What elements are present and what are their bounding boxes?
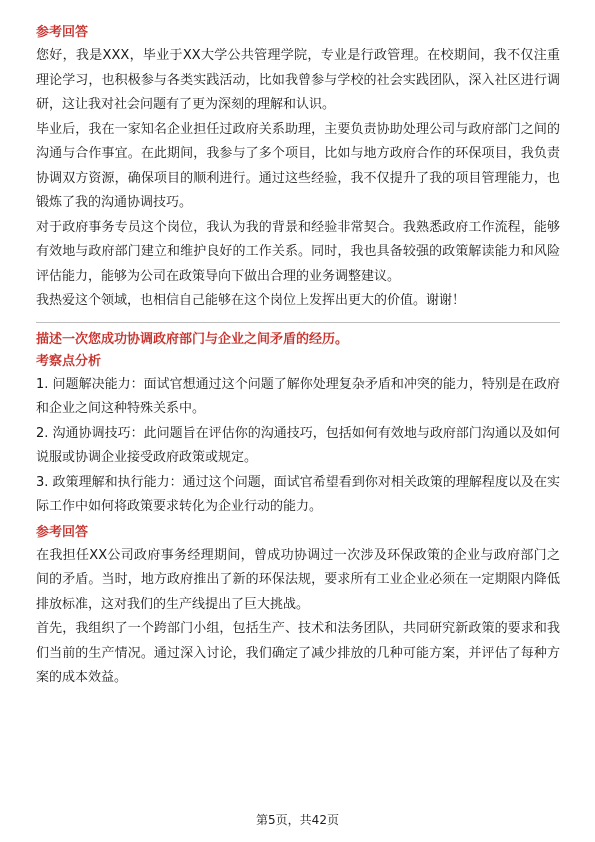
answer-paragraph: 我热爱这个领域，也相信自己能够在这个岗位上发挥出更大的价值。谢谢！ [36, 293, 466, 308]
answer-paragraph: 毕业后，我在一家知名企业担任过政府关系助理，主要负责协助处理公司与政府部门之间的沟通与合作事宜。在此期间，我参与了多个项目，比如与地方政府合作的环保项目，我负责协调双方资源，确保项目的顺利进行。通过这些经验，我不仅提升了我的项目管理能力，也锻炼了我的沟通协调技巧。 [36, 121, 560, 210]
document-page [36, 22, 560, 691]
analysis-item: 2. 沟通协调技巧：此问题旨在评估你的沟通技巧，包括如何有效地与政府部门沟通以及如何说服或协调企业接受政府政策或规定。 [36, 425, 560, 465]
page-number: 第5页，共42页 [256, 813, 339, 827]
answer-paragraph: 在我担任XX公司政府事务经理期间，曾成功协调过一次涉及环保政策的企业与政府部门之间的矛盾。当时，地方政府推出了新的环保法规，要求所有工业企业必须在一定期限内降低排放标准，这对我们的生产线提出了巨大挑战。 [36, 547, 560, 612]
analysis-heading: 考察点分析 [36, 353, 102, 369]
analysis-item: 1. 问题解决能力：面试官想通过这个问题了解你处理复杂矛盾和冲突的能力，特别是在政府和企业之间这种特殊关系中。 [36, 376, 560, 416]
answer-paragraph: 您好，我是XXX，毕业于XX大学公共管理学院，专业是行政管理。在校期间，我不仅注重理论学习，也积极参与各类实践活动，比如我曾参与学校的社会实践团队，深入社区进行调研，这让我对社会问题有了更为深刻的理解和认识。 [36, 48, 560, 112]
section-divider [36, 322, 560, 323]
question-heading: 描述一次您成功协调政府部门与企业之间矛盾的经历。 [36, 331, 349, 347]
answer-paragraph: 首先，我组织了一个跨部门小组，包括生产、技术和法务团队，共同研究新政策的要求和我们当前的生产情况。通过深入讨论，我们确定了减少排放的几种可能方案，并评估了每种方案的成本效益。 [36, 621, 560, 685]
reference-answer-heading: 参考回答 [36, 524, 89, 540]
analysis-item: 3. 政策理解和执行能力：通过这个问题，面试官希望看到你对相关政策的理解程度以及在实际工作中如何将政策要求转化为企业行动的能力。 [36, 474, 560, 514]
answer-paragraph: 对于政府事务专员这个岗位，我认为我的背景和经验非常契合。我熟悉政府工作流程，能够有效地与政府部门建立和维护良好的工作关系。同时，我也具备较强的政策解读能力和风险评估能力，能够为公司在政策导向下做出合理的业务调整建议。 [36, 219, 560, 284]
reference-answer-heading: 参考回答 [36, 25, 89, 40]
